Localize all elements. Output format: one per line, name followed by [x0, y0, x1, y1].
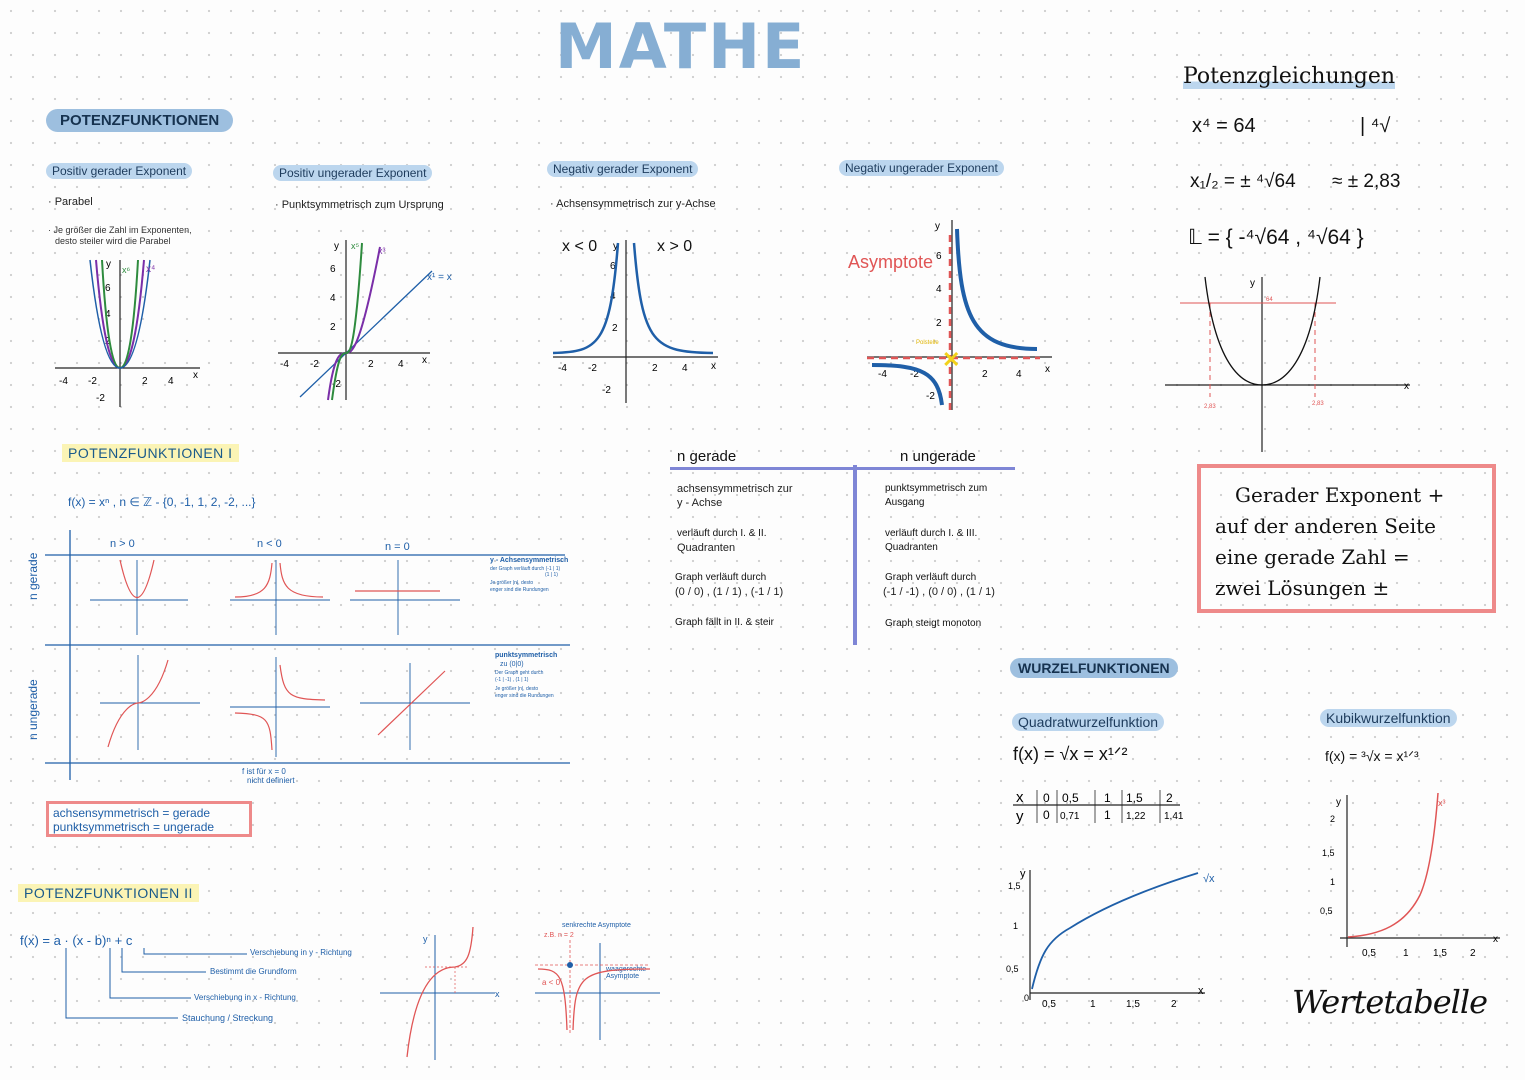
table-cell: verläuft durch I. & III. [885, 528, 978, 539]
table-cell: y - Achse [677, 497, 723, 509]
table-cell: x [1016, 789, 1024, 806]
pg-box-line: Gerader Exponent + [1235, 483, 1445, 507]
p1-row: n ungerade [26, 679, 40, 740]
s1-note: · Parabel [48, 196, 93, 208]
svg-text:0,5: 0,5 [1042, 999, 1056, 1010]
table-header-gerade: n gerade [677, 448, 737, 465]
svg-text:6: 6 [330, 264, 336, 275]
svg-text:x: x [422, 355, 427, 366]
table-cell: 0 [1043, 791, 1050, 805]
svg-text:y: y [334, 241, 339, 252]
kubik-formula: f(x) = ³√x = x¹ᐟ³ [1325, 748, 1419, 764]
svg-text:-2: -2 [96, 393, 105, 404]
p1-note: Je größer |n|, desto [495, 686, 539, 692]
svg-text:y: y [613, 241, 618, 252]
p1-note: (1 | 1) [545, 572, 558, 578]
svg-text:6: 6 [936, 251, 942, 262]
p1-formula: f(x) = xⁿ , n ∈ ℤ - {0, -1, 1, 2, -2, ...} [68, 495, 256, 509]
s4-asymptote-label: Asymptote [848, 252, 934, 272]
table-cell: 1,22 [1126, 811, 1146, 822]
svg-text:6: 6 [105, 283, 111, 294]
polstelle-cross-icon: ✕ [942, 347, 961, 372]
svg-text:-2: -2 [910, 369, 919, 380]
kubik-graph-label: x³ [1438, 798, 1446, 808]
page-title: MATHE [555, 10, 807, 83]
p2-graph-a [375, 925, 505, 1065]
svg-text:2: 2 [105, 336, 111, 347]
svg-text:-4: -4 [878, 369, 887, 380]
svg-text:1: 1 [1090, 999, 1096, 1010]
svg-text:2: 2 [652, 363, 658, 374]
svg-text:x: x [1493, 934, 1498, 945]
svg-text:1,5: 1,5 [1008, 881, 1021, 891]
svg-text:x: x [495, 989, 500, 999]
s3-xlt0: x < 0 [562, 238, 598, 255]
table-cell: 1 [1104, 791, 1111, 805]
svg-text:1,5: 1,5 [1126, 999, 1140, 1010]
pg-line: ≈ ± 2,83 [1332, 171, 1401, 192]
p1-note: punktsymmetrisch [495, 652, 558, 659]
p1-note: enger sind die Rundungen [490, 587, 549, 593]
symmetry-summary-box [46, 801, 252, 837]
svg-text:0,5: 0,5 [1006, 964, 1019, 974]
table-cell: punktsymmetrisch zum [885, 483, 988, 494]
kubik-title: Kubikwurzelfunktion [1320, 709, 1457, 727]
pg-graph-label: 2,83 [1204, 404, 1216, 410]
p1-note: zu (0|0) [500, 661, 524, 668]
pg-header: Potenzgleichungen [1183, 64, 1396, 89]
svg-text:x: x [193, 370, 198, 381]
table-cell: 0,71 [1060, 811, 1080, 822]
svg-text:4: 4 [168, 376, 174, 387]
p1-note: y - Achsensymmetrisch [490, 557, 569, 564]
p1-note: enger sind die Rundungen [495, 693, 554, 699]
svg-text:-2: -2 [588, 363, 597, 374]
s2-label: x³ [378, 246, 386, 256]
svg-text:-2: -2 [602, 385, 611, 396]
table-header-ungerade: n ungerade [900, 448, 976, 465]
svg-text:2: 2 [612, 323, 618, 334]
pg-line: | ⁴√ [1360, 115, 1391, 137]
svg-text:2: 2 [330, 322, 336, 333]
quadrat-table [1010, 785, 1210, 835]
table-cell: verläuft durch I. & II. [677, 528, 767, 539]
p1-col: n > 0 [110, 538, 135, 550]
svg-text:-2: -2 [310, 359, 319, 370]
svg-text:0,5: 0,5 [1362, 948, 1376, 959]
svg-text:-4: -4 [59, 376, 68, 387]
s4-graph [862, 215, 1062, 415]
p1-note: (-1 | -1) , (1 | 1) [495, 677, 529, 683]
table-cell: Graph fällt in II. & steir [675, 617, 774, 628]
s1-note: desto steiler wird die Parabel [55, 236, 171, 246]
summary-line: punktsymmetrisch = ungerade [53, 820, 215, 834]
table-cell: y [1016, 808, 1024, 825]
svg-text:x: x [711, 361, 716, 372]
s1-label: x⁴ [146, 264, 156, 275]
p2-graph-b [530, 935, 670, 1045]
svg-text:2: 2 [936, 318, 942, 329]
table-cell: Quadranten [677, 542, 736, 554]
table-cell: (0 / 0) , (1 / 1) , (-1 / 1) [675, 586, 784, 598]
svg-text:1,5: 1,5 [1322, 848, 1335, 858]
table-cell: 1 [1104, 808, 1111, 822]
quadrat-graph-label: √x [1203, 873, 1215, 885]
svg-text:x: x [1045, 364, 1050, 375]
svg-text:4: 4 [936, 284, 942, 295]
pg-box-line: auf der anderen Seite [1215, 514, 1437, 538]
svg-text:2: 2 [982, 369, 988, 380]
svg-text:2: 2 [142, 376, 148, 387]
svg-text:1: 1 [1013, 921, 1019, 931]
section-header-potenzfunktionen: POTENZFUNKTIONEN [46, 109, 233, 132]
s4-polstelle-label: Polstelle [916, 340, 939, 346]
svg-text:4: 4 [398, 359, 404, 370]
s1-note: · Je größer die Zahl im Exponenten, [48, 225, 192, 235]
pg-graph-label: 2,83 [1312, 401, 1324, 407]
svg-text:4: 4 [105, 309, 111, 320]
table-cell: Graph verläuft durch [675, 572, 767, 583]
p1-note: Je größer |n|, desto [490, 580, 534, 586]
table-cell: (-1 / -1) , (0 / 0) , (1 / 1) [883, 586, 995, 598]
pg-line: x⁴ = 64 [1192, 115, 1256, 137]
svg-text:4: 4 [330, 293, 336, 304]
s1-graph [50, 255, 210, 415]
p1-col: n = 0 [385, 541, 410, 553]
svg-text:0: 0 [1024, 993, 1030, 1003]
p2-annotation: Verschiebung in x - Richtung [194, 993, 296, 1002]
quadrat-formula: f(x) = √x = x¹ᐟ² [1013, 744, 1128, 764]
p1-footnote: f ist für x = 0 [242, 767, 286, 776]
svg-text:y: y [1336, 797, 1341, 808]
svg-text:2: 2 [1171, 999, 1177, 1010]
section-header-p1: POTENZFUNKTIONEN I [62, 444, 239, 462]
s2-label: x¹ = x [427, 272, 452, 283]
table-cell: Graph verläuft durch [885, 572, 977, 583]
svg-text:1: 1 [1330, 877, 1336, 887]
p1-col: n < 0 [257, 538, 282, 550]
table-cell: Graph steigt monoton [885, 618, 982, 629]
pg-box-line: eine gerade Zahl = [1215, 545, 1410, 569]
s2-graph [270, 235, 470, 405]
p1-note: Der Graph geht durch [495, 670, 544, 676]
svg-text:2: 2 [1470, 948, 1476, 959]
svg-text:4: 4 [610, 291, 616, 302]
table-cell: 2 [1166, 791, 1173, 805]
section-header-wurzel: WURZELFUNKTIONEN [1010, 658, 1178, 678]
table-cell: 1,41 [1164, 811, 1184, 822]
table-cell: Ausgang [885, 497, 925, 508]
svg-text:6: 6 [610, 261, 616, 272]
table-cell: 1,5 [1126, 791, 1143, 805]
svg-text:2: 2 [368, 359, 374, 370]
table-cell: Quadranten [885, 542, 938, 553]
summary-line: achsensymmetrisch = gerade [53, 806, 211, 820]
svg-text:-2: -2 [332, 379, 341, 390]
s3-xgt0: x > 0 [657, 238, 693, 255]
table-divider-h [670, 467, 1015, 470]
svg-text:y: y [1020, 868, 1026, 880]
s2-note: · Punktsymmetrisch zum Ursprung [275, 199, 444, 211]
table-cell: 0 [1043, 808, 1050, 822]
table-cell: achsensymmetrisch zur [677, 483, 793, 495]
s3-note: · Achsensymmetrisch zur y-Achse [550, 198, 716, 210]
s1-title: Positiv gerader Exponent [46, 163, 192, 179]
p2-annotation: Stauchung / Streckung [182, 1013, 274, 1023]
svg-text:y: y [935, 221, 940, 232]
s2-title: Positiv ungerader Exponent [273, 165, 432, 181]
pg-line: 𝕃 = { -⁴√64 , ⁴√64 } [1188, 226, 1364, 249]
p1-note: der Graph verläuft durch (-1 | 1) [490, 566, 561, 572]
section-header-p2: POTENZFUNKTIONEN II [18, 884, 199, 902]
svg-text:0,5: 0,5 [1320, 906, 1333, 916]
s2-label: x⁵ [351, 241, 360, 251]
svg-text:y: y [1250, 278, 1255, 289]
s3-title: Negativ gerader Exponent [547, 161, 698, 177]
svg-text:y: y [106, 259, 111, 270]
quadrat-title: Quadratwurzelfunktion [1012, 713, 1164, 731]
p2-graph-label: a < 0 [542, 978, 561, 987]
s1-label: x⁶ [122, 265, 131, 275]
svg-text:-4: -4 [558, 363, 567, 374]
svg-text:x: x [1404, 381, 1409, 392]
svg-text:1,5: 1,5 [1433, 948, 1447, 959]
pg-box-line: zwei Lösungen ± [1215, 576, 1390, 600]
pg-summary-box [1197, 464, 1496, 613]
table-divider-v [853, 465, 857, 645]
s3-graph [548, 235, 728, 405]
p2-graph-label: z.B. n = 2 [544, 932, 574, 939]
svg-text:4: 4 [1016, 369, 1022, 380]
s4-title: Negativ ungerader Exponent [839, 160, 1004, 176]
svg-text:x: x [1198, 985, 1204, 997]
svg-text:1: 1 [1403, 948, 1409, 959]
svg-text:-2: -2 [88, 376, 97, 387]
svg-text:2: 2 [1330, 814, 1336, 824]
svg-text:4: 4 [682, 363, 688, 374]
quadrat-graph [1000, 865, 1230, 1015]
kubik-graph [1310, 785, 1510, 960]
pg-graph [1160, 272, 1420, 457]
table-cell: 0,5 [1062, 791, 1079, 805]
p1-footnote: nicht definiert [247, 776, 295, 785]
p2-annotation: Bestimmt die Grundform [210, 967, 297, 976]
p2-annotation: Verschiebung in y - Richtung [250, 948, 352, 957]
svg-text:y: y [423, 934, 428, 944]
pg-line: x₁/₂ = ± ⁴√64 [1190, 171, 1296, 192]
svg-text:-2: -2 [926, 391, 935, 402]
p2-graph-label: senkrechte Asymptote [562, 922, 631, 929]
p1-row: n gerade [26, 552, 40, 600]
p2-graph-label: waagerechte Asymptote [606, 966, 647, 980]
pg-graph-label: 64 [1266, 297, 1273, 303]
svg-text:-4: -4 [280, 359, 289, 370]
wertetabelle-label: Wertetabelle [1292, 983, 1488, 1021]
p2-formula: f(x) = a · (x - b)ⁿ + c [20, 933, 133, 948]
